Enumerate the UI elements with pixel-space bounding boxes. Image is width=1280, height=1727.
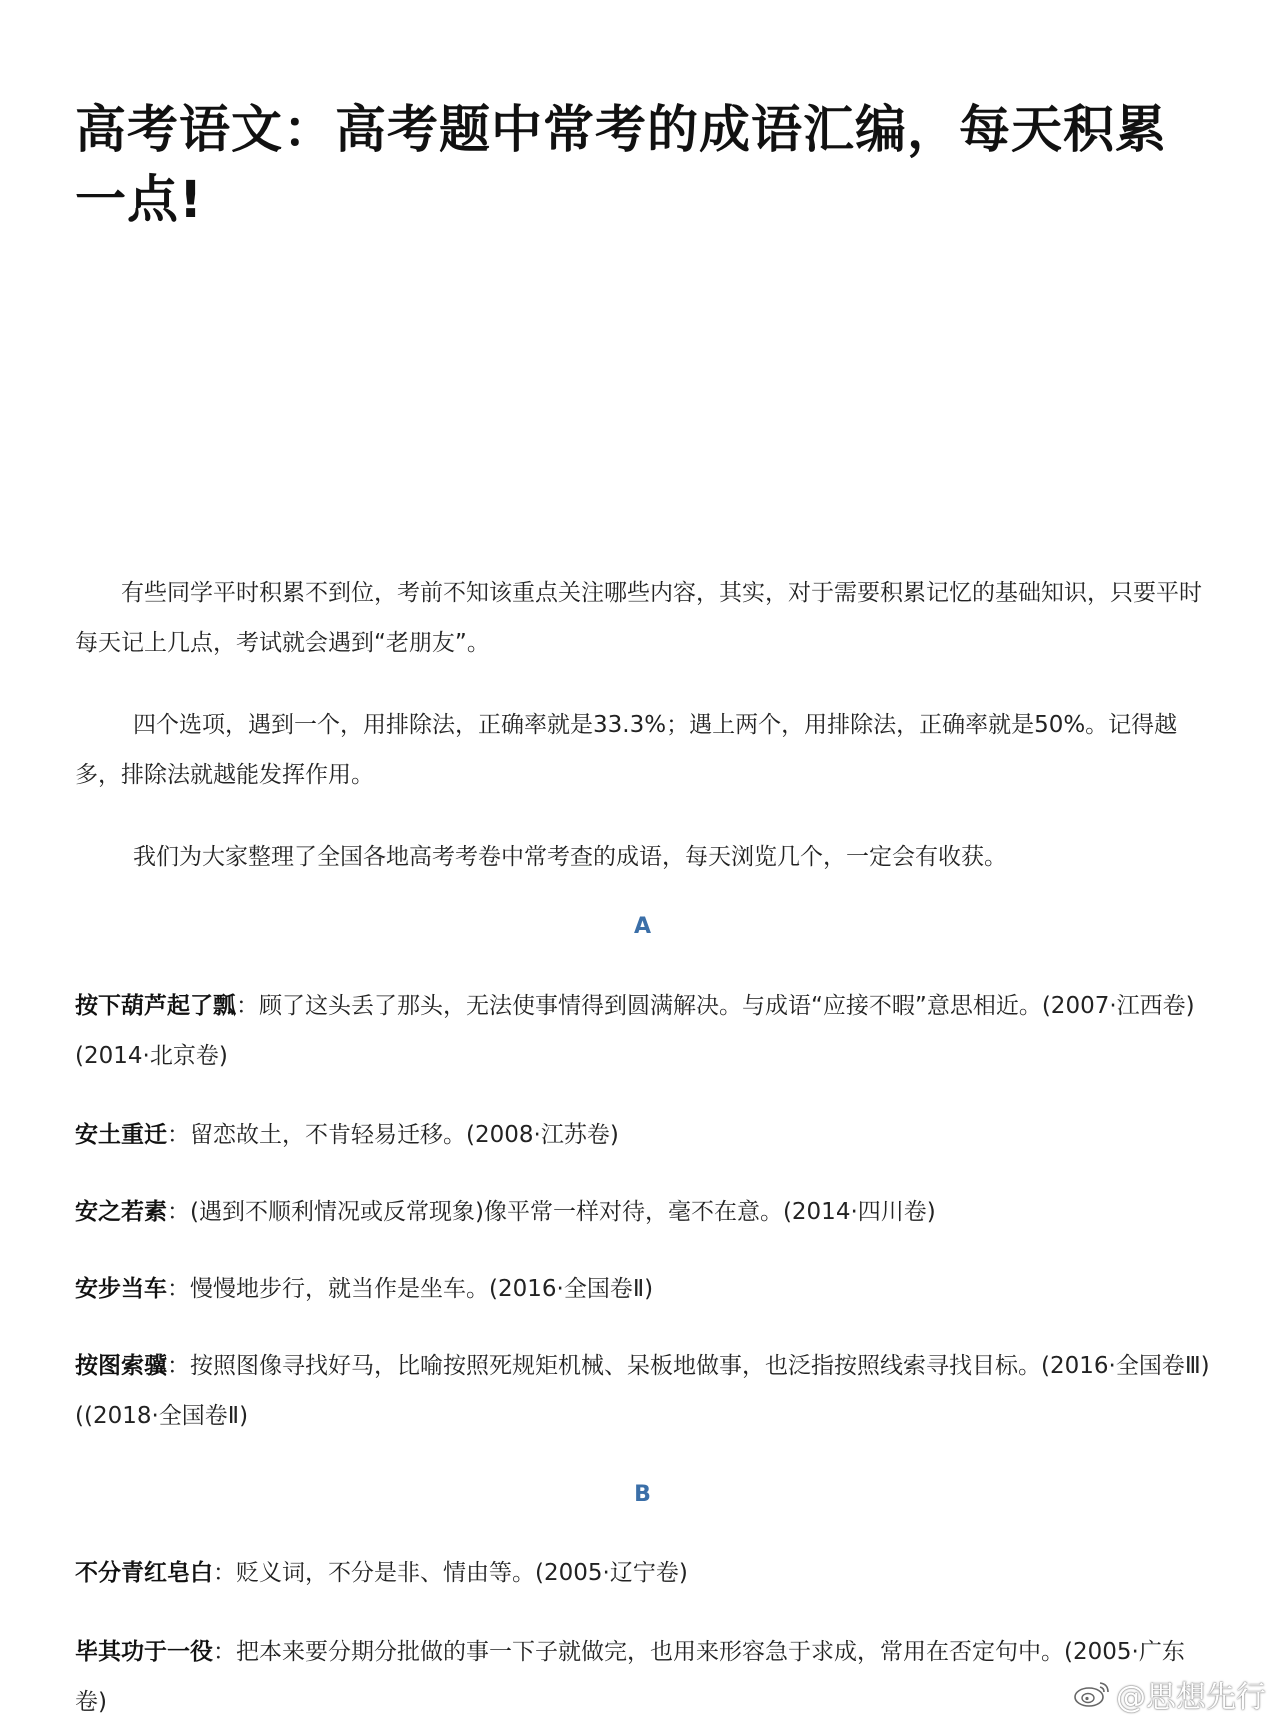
weibo-logo-icon [1072, 1679, 1112, 1709]
idiom-entry [75, 1341, 1210, 1441]
idiom-term: 按下葫芦起了瓢 [75, 993, 236, 1019]
idiom-term: 安土重迁 [75, 1122, 167, 1148]
idiom-term: 安之若素 [75, 1199, 167, 1225]
intro-paragraph: 有些同学平时积累不到位，考前不知该重点关注哪些内容，其实，对于需要积累记忆的基础知识，只要平时每天记上几点，考试就会遇到“老朋友”。 [75, 580, 1202, 656]
idiom-entry [75, 1264, 1210, 1314]
idiom-definition: ：顾了这头丢了那头，无法使事情得到圆满解决。与成语“应接不暇”意思相近。(2007·江西卷)(2014·北京卷) [75, 993, 1195, 1069]
idiom-definition: ：(遇到不顺利情况或反常现象)像平常一样对待，毫不在意。(2014·四川卷) [167, 1199, 936, 1225]
idiom-term: 按图索骥 [75, 1353, 167, 1379]
idiom-term: 安步当车 [75, 1276, 167, 1302]
watermark-text: @思想先行 [1116, 1680, 1266, 1715]
idiom-definition: ：留恋故土，不肯轻易迁移。(2008·江苏卷) [167, 1122, 619, 1148]
intro-paragraph: 四个选项，遇到一个，用排除法，正确率就是33.3%；遇上两个，用排除法，正确率就是50%。记得越多，排除法就越能发挥作用。 [75, 712, 1178, 788]
idiom-entry [75, 1548, 1210, 1598]
section-letter-b: B [634, 1482, 651, 1507]
page-title: 高考语文：高考题中常考的成语汇编，每天积累一点! [75, 101, 1168, 230]
intro-paragraph: 我们为大家整理了全国各地高考考卷中常考查的成语，每天浏览几个，一定会有收获。 [133, 844, 1007, 870]
idiom-entry [75, 1187, 1210, 1237]
idiom-definition: ：把本来要分期分批做的事一下子就做完，也用来形容急于求成，常用在否定句中。(2005·广东卷) [75, 1639, 1185, 1715]
idiom-entry [75, 981, 1210, 1081]
idiom-term: 毕其功于一役 [75, 1639, 213, 1665]
idiom-term: 不分青红皂白 [75, 1560, 213, 1586]
section-letter-a: A [633, 914, 652, 939]
idiom-entry [75, 1627, 1210, 1727]
idiom-entry [75, 1110, 1210, 1160]
weibo-watermark [1072, 1672, 1266, 1716]
idiom-definition: ：贬义词，不分是非、情由等。(2005·辽宁卷) [213, 1560, 688, 1586]
idiom-definition: ：按照图像寻找好马，比喻按照死规矩机械、呆板地做事，也泛指按照线索寻找目标。(2016·全国卷Ⅲ) ((2018·全国卷Ⅱ) [75, 1353, 1210, 1429]
idiom-definition: ：慢慢地步行，就当作是坐车。(2016·全国卷Ⅱ) [167, 1276, 654, 1302]
